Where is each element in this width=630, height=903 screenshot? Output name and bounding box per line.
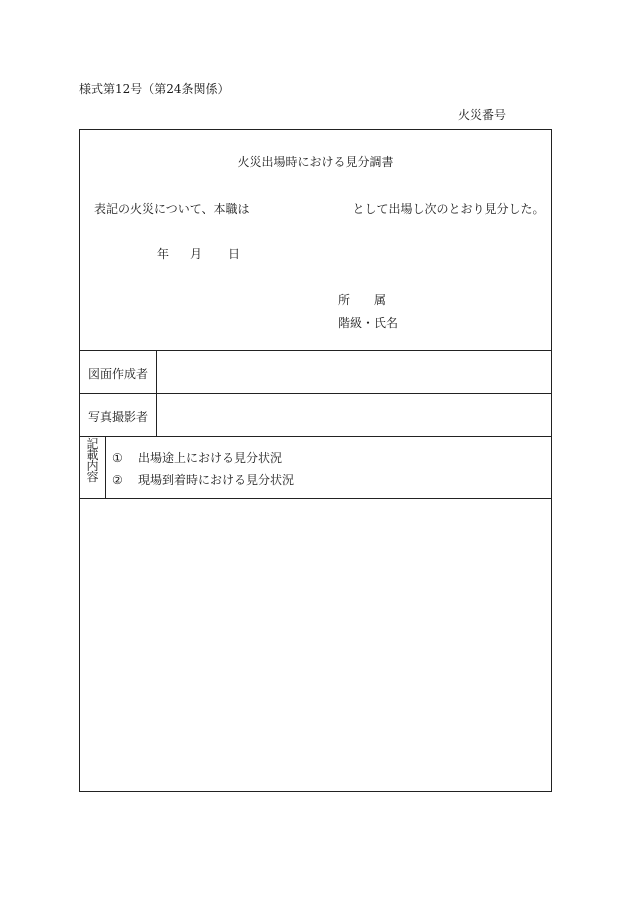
item-text: 出場途上における見分状況 (138, 451, 283, 465)
document-title: 火災出場時における見分調書 (237, 155, 394, 169)
statement-suffix: として出場し次のとおり見分した。 (352, 202, 545, 216)
date-year-label: 年 (157, 247, 170, 261)
affiliation-label-second: 属 (374, 293, 387, 307)
notes-label: 記 載 内 容 (86, 437, 99, 484)
date-day-label: 日 (228, 247, 241, 261)
item-marker: ② (112, 473, 123, 487)
statement-prefix: 表記の火災について、本職は (94, 202, 250, 216)
date-month-label: 月 (190, 247, 203, 261)
inspection-form (79, 129, 552, 792)
rank-name-label: 階級・氏名 (338, 316, 399, 330)
affiliation-label-first: 所 (338, 293, 351, 307)
photographer-field[interactable] (157, 394, 551, 436)
drawing-creator-label: 図面作成者 (88, 367, 149, 381)
photographer-label: 写真撮影者 (88, 410, 149, 424)
item-marker: ① (112, 451, 123, 465)
affiliation-label (338, 291, 386, 308)
fire-number-label: 火災番号 (458, 108, 507, 122)
row-divider (80, 436, 551, 437)
form-number: 様式第12号（第24条関係） (79, 82, 230, 96)
item-text: 現場到着時における見分状況 (138, 473, 295, 487)
notes-column-divider (105, 436, 106, 498)
notes-item (112, 471, 294, 488)
notes-item (112, 449, 282, 466)
notes-body-area[interactable] (80, 499, 551, 791)
drawing-creator-field[interactable] (157, 351, 551, 393)
statement (94, 200, 545, 217)
